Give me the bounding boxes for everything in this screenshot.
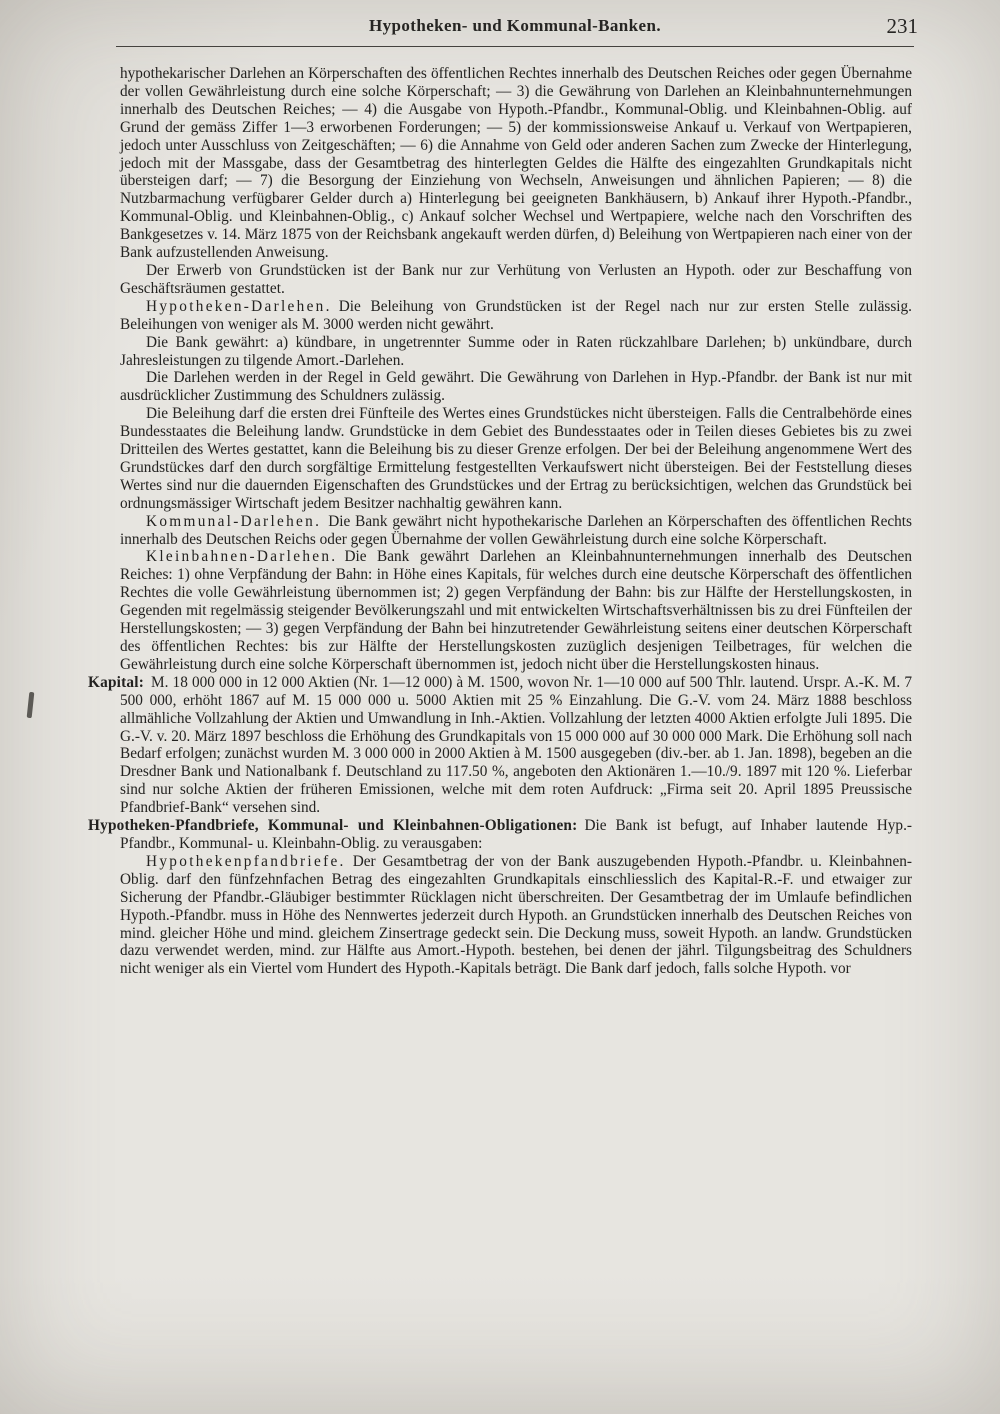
paragraph-lead: Hypothekenpfandbriefe. — [146, 852, 346, 870]
paragraph-text: Die Beleihung von Grundstücken ist der Regel nach nur zur ersten Stelle zulässig. Beleihungen von weniger als M. 3000 werden nicht gewährt. — [120, 297, 912, 333]
paragraph: Die Darlehen werden in der Regel in Geld gewährt. Die Gewährung von Darlehen in Hyp.-Pfandbr. der Bank ist nur mit ausdrücklicher Zustimmung des Schuldners zulässig. — [120, 369, 912, 405]
paragraph — [88, 673, 912, 817]
paragraph-text: Der Gesamtbetrag der von der Bank auszugebenden Hypoth.-Pfandbr. u. Kleinbahnen-Oblig. darf den fünfzehnfachen Betrag des eingezahlten Grundkapitals einschliesslich des Kapital-R.-F. und etwaiger zur Sicherung der Pfandbr.-Gläubiger bestimmter Rücklagen nicht überschreiten. Der Gesamtbetrag der im Umlaufe befindlichen Hypoth.-Pfandbr. muss in Höhe des Nennwertes jederzeit durch Hypoth. an Grundstücken innerhalb des Deutschen Reiches von mind. gleicher Höhe und mind. gleichem Zinsertrage gedeckt sein. Die Deckung muss, soweit Hypoth. an landw. Grundstücken dazu verwendet werden, mind. zur Hälfte aus Amort.-Hypoth. bestehen, bei denen der jährl. Tilgungsbeitrag des Schuldners nicht weniger als ein Viertel vom Hundert des Hypoth.-Kapitals beträgt. Die Bank darf jedoch, falls solche Hypoth. vor — [120, 852, 912, 978]
paragraph: hypothekarischer Darlehen an Körperschaften des öffentlichen Rechtes innerhalb des Deutschen Reiches oder gegen Übernahme der vollen Gewährleistung durch eine solche Körperschaft; — 3) die Gewährung von Darlehen an Kleinbahnunternehmungen innerhalb des Deutschen Reiches; — 4) die Ausgabe von Hypoth.-Pfandbr., Kommunal-Oblig. und Kleinbahnen-Oblig. auf Grund der gemäss Ziffer 1—3 erworbenen Forderungen; — 5) der kommissionsweise Ankauf u. Verkauf von Wertpapieren, jedoch unter Ausschluss von Zeitgeschäften; — 6) die Annahme von Geld oder anderen Sachen zum Zwecke der Hinterlegung, jedoch mit der Massgabe, dass der Gesamtbetrag des hinterlegten Geldes die Hälfte des eingezahlten Grundkapitals nicht übersteigen darf; — 7) die Besorgung der Einziehung von Wechseln, Anweisungen und ähnlichen Papieren; — 8) die Nutzbarmachung verfügbarer Gelder durch a) Hinterlegung bei geeigneten Bankhäusern, b) Ankauf ihrer Hypoth.-Pfandbr., Kommunal-Oblig. und Kleinbahnen-Oblig., c) Ankauf solcher Wechsel und Wertpapiere, welche nach den Vorschriften des Bankgesetzes v. 14. März 1875 von der Reichsbank angekauft werden dürfen, d) Beleihung von Wertpapieren nach einer von der Bank aufzustellenden Anweisung. — [120, 65, 912, 262]
paragraph — [120, 853, 912, 978]
paragraph — [120, 298, 912, 334]
running-title: Hypotheken- und Kommunal-Banken. — [369, 16, 661, 35]
paragraph-lead: Hypotheken-Darlehen. — [146, 297, 332, 315]
paragraph: Die Bank gewährt: a) kündbare, in ungetrennter Summe oder in Raten rückzahlbare Darlehen; b) unkündbare, durch Jahresleistungen zu tilgende Amort.-Darlehen. — [120, 333, 912, 369]
header-rule — [116, 46, 914, 47]
paragraph-lead: Kleinbahnen-Darlehen. — [146, 548, 338, 566]
paragraph-text: Die Bank gewährt Darlehen an Kleinbahnunternehmungen innerhalb des Deutschen Reiches: 1) ohne Verpfändung der Bahn: in Höhe eines Kapitals, für welches durch eine deutsche Körperschaft des öffentlichen Rechtes die volle Gewährleistung übernommen ist; 2) gegen Verpfändung der Bahn: bis zur Hälfte der Herstellungskosten, in Gegenden mit regelmässig steigender Bevölkerungszahl und mit entwickelten Wirtschaftsverhältnissen bis zu drei Fünfteilen der Herstellungskosten; — 3) gegen Verpfändung der Bahn bei hinzutretender Gewährleistung seitens einer deutschen Körperschaft des öffentlichen Rechtes: bis zur Hälfte der Herstellungskosten zuzüglich desjenigen Teilbetrages, für welchen die Gewährleistung durch eine solche Körperschaft übernommen ist, jedoch nicht über die Herstellungskosten hinaus. — [120, 548, 912, 673]
page-body — [0, 65, 1000, 978]
paragraph-text: Die Bank ist befugt, auf Inhaber lautende Hyp.-Pfandbr., Kommunal- u. Kleinbahn-Oblig. zu verausgaben: — [120, 817, 912, 852]
page-number: 231 — [886, 14, 918, 38]
paragraph-lead: Kapital: — [88, 673, 144, 691]
paragraph: Die Beleihung darf die ersten drei Fünfteile des Wertes eines Grundstückes nicht übersteigen. Falls die Centralbehörde eines Bundesstaates die Beleihung landw. Grundstücke in dem Gebiet des Bundesstaates oder in Teilen dieses Gebietes bis zu zwei Dritteilen des Wertes gestattet, kann die Beleihung bis zu dieser Grenze erfolgen. Der bei der Beleihung angenommene Wert des Grundstückes darf den durch sorgfältige Ermittelung festgestellten Verkaufswert nicht übersteigen. Bei der Feststellung dieses Wertes sind nur die dauernden Eigenschaften des Grundstückes und der Ertrag zu berücksichtigen, welchen das Grundstück bei ordnungsmässiger Wirtschaft jedem Besitzer nachhaltig gewähren kann. — [120, 405, 912, 512]
paragraph-text: Die Bank gewährt nicht hypothekarische Darlehen an Körperschaften des öffentlichen Rechts innerhalb des Deutschen Reichs oder gegen Übernahme der vollen Gewährleistung durch eine solche Körperschaft. — [120, 512, 912, 548]
paragraph: Der Erwerb von Grundstücken ist der Bank nur zur Verhütung von Verlusten an Hypoth. oder zur Beschaffung von Geschäftsräumen gestattet. — [120, 261, 912, 297]
paragraph-lead: Hypotheken-Pfandbriefe, Kommunal- und Kleinbahnen-Obligationen: — [88, 817, 578, 835]
paragraph — [88, 817, 912, 853]
paragraph — [120, 513, 912, 549]
paragraph-text: M. 18 000 000 in 12 000 Aktien (Nr. 1—12 000) à M. 1500, wovon Nr. 1—10 000 auf 500 Thlr. lautend. Urspr. A.-K. M. 7 500 000, erhöht 1867 auf M. 15 000 000 u. 5000 Aktien mit 25 % Einzahlung. Die G.-V. vom 24. März 1888 beschloss allmähliche Vollzahlung der Aktien und Umwandlung in Inh.-Aktien. Vollzahlung der letzten 4000 Aktien erfolgte Juli 1895. Die G.-V. v. 20. März 1897 beschloss die Erhöhung des Grundkapitals von 15 000 000 auf 30 000 000 Mark. Die Erhöhung soll nach Bedarf erfolgen; zunächst wurden M. 3 000 000 in 2000 Aktien à M. 1500 ausgegeben (div.-ber. ab 1. Jan. 1898), begeben an die Dresdner Bank und Nationalbank f. Deutschland zu 117.50 %, angeboten den Aktionären 1.—10./9. 1897 mit 120 %. Lieferbar sind nur solche Aktien der früheren Emissionen, welche mit dem roten Aufdruck: „Firma seit 20. April 1895 Preussische Pfandbrief-Bank“ versehen sind. — [120, 673, 912, 817]
page-header — [118, 14, 918, 42]
paragraph — [120, 548, 912, 673]
paragraph-lead: Kommunal-Darlehen. — [146, 512, 322, 530]
